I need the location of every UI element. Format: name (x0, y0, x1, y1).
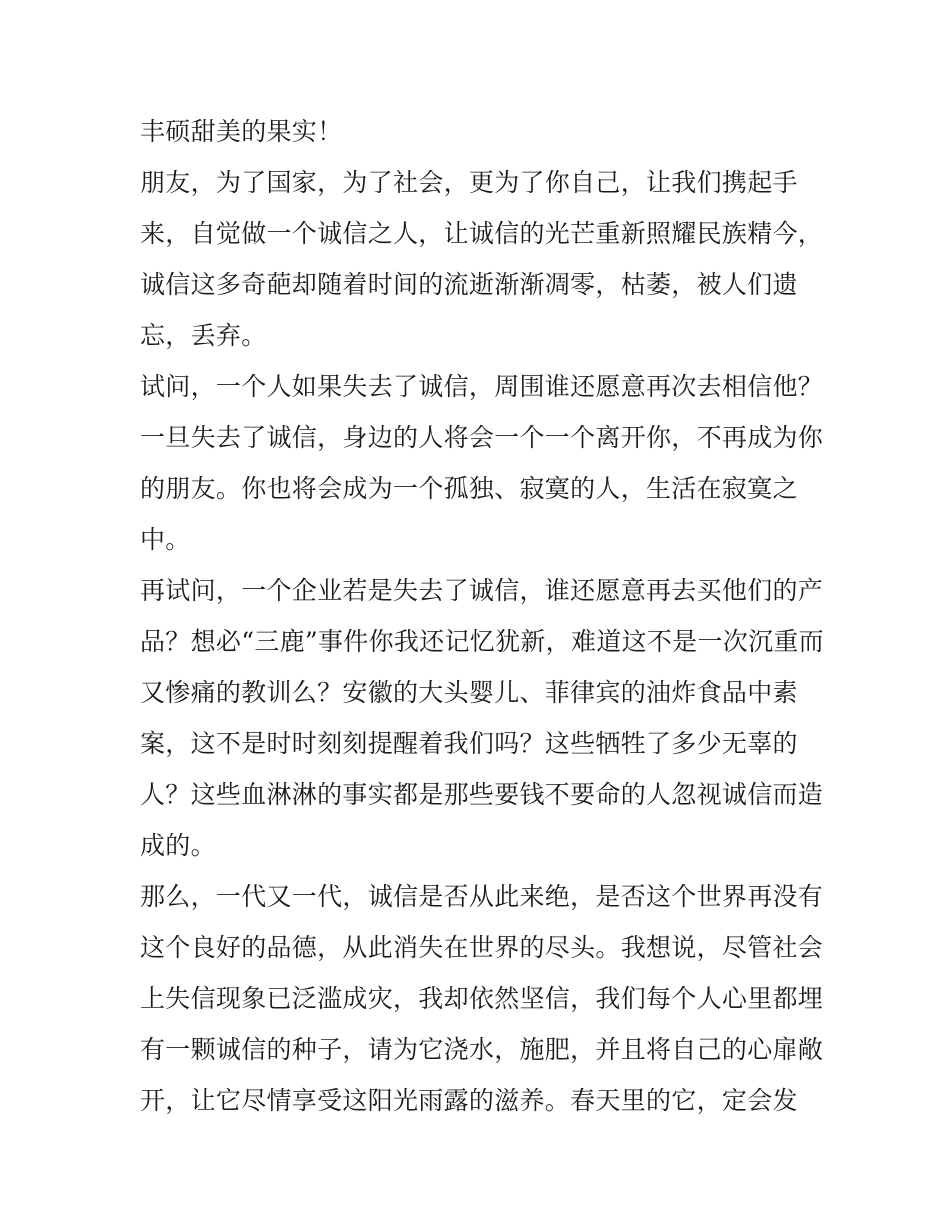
text-line: 丰硕甜美的果实！ (140, 117, 343, 146)
text-line: 这个良好的品德，从此消失在世界的尽头。我想说，尽管社会 (140, 933, 824, 962)
text-line: 诚信这多奇葩却随着时间的流逝渐渐凋零，枯萎，被人们遗 (140, 270, 798, 299)
text-line: 朋友，为了国家，为了社会，更为了你自己，让我们携起手 (140, 168, 798, 197)
text-line: 成的。 (140, 831, 216, 860)
text-line: 又惨痛的教训么？安徽的大头婴儿、菲律宾的油炸食品中素 (140, 678, 798, 707)
text-line: 有一颗诚信的种子，请为它浇水，施肥，并且将自己的心扉敞 (140, 1035, 824, 1064)
text-line: 再试问，一个企业若是失去了诚信，谁还愿意再去买他们的产 (140, 576, 824, 605)
text-line: 忘，丢弃。 (140, 321, 267, 350)
text-line: 的朋友。你也将会成为一个孤独、寂寞的人，生活在寂寞之 (140, 474, 798, 503)
text-line: 中。 (140, 525, 191, 554)
text-line: 那么，一代又一代，诚信是否从此来绝，是否这个世界再没有 (140, 882, 824, 911)
text-line: 上失信现象已泛滥成灾，我却依然坚信，我们每个人心里都埋 (140, 984, 824, 1013)
document-body (140, 106, 824, 1126)
text-line: 来，自觉做一个诚信之人，让诚信的光芒重新照耀民族精今， (140, 219, 824, 248)
text-line: 品？想必“三鹿”事件你我还记忆犹新，难道这不是一次沉重而 (140, 627, 824, 656)
text-line: 一旦失去了诚信，身边的人将会一个一个离开你，不再成为你 (140, 423, 824, 452)
text-line: 案，这不是时时刻刻提醒着我们吗？这些牺牲了多少无辜的 (140, 729, 798, 758)
text-line: 试问，一个人如果失去了诚信，周围谁还愿意再次去相信他？ (140, 372, 824, 401)
text-line: 人？这些血淋淋的事实都是那些要钱不要命的人忽视诚信而造 (140, 780, 824, 809)
text-line: 开，让它尽情享受这阳光雨露的滋养。春天里的它，定会发 (140, 1086, 798, 1115)
